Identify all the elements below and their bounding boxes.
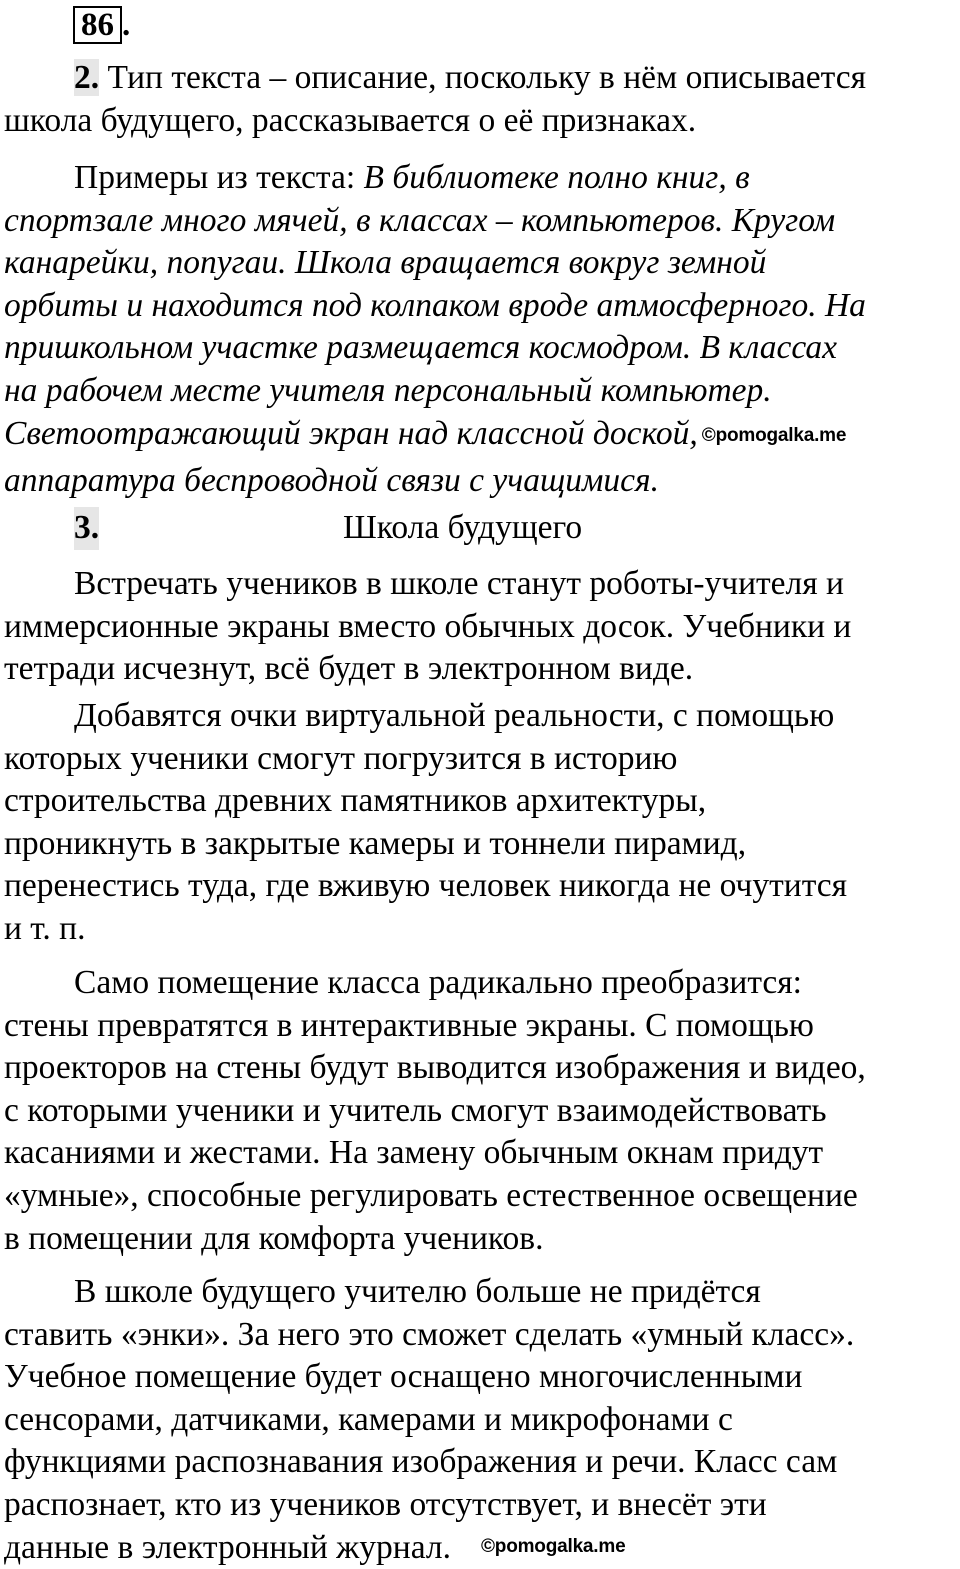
examples-line-6: на рабочем месте учителя персональный компьютер. <box>4 371 772 409</box>
p2-line-3: строительства древних памятников архитектуры, <box>4 782 707 820</box>
examples-line-2: спортзале много мячей, в классах – компьютеров. Кругом <box>4 201 836 239</box>
p4-line-7: данные в электронный журнал. <box>4 1528 451 1566</box>
p2-line-4: проникнуть в закрытые камеры и тоннели пирамид, <box>4 824 747 862</box>
p3-line-1: Само помещение класса радикально преобразится: <box>74 964 802 1001</box>
p3-line-5: касаниями и жестами. На замену обычным окнам придут <box>4 1134 824 1172</box>
p4-line-1: В школе будущего учителю больше не придётся <box>74 1273 761 1310</box>
p2-line-1: Добавятся очки виртуальной реальности, с помощью <box>74 697 835 734</box>
examples-line-4: орбиты и находится под колпаком вроде атмосферного. На <box>4 286 866 324</box>
p1-line-3: тетради исчезнут, всё будет в электронном виде. <box>4 650 694 688</box>
section-2-line-1: Тип текста – описание, поскольку в нём описывается <box>99 59 866 96</box>
p2-line-6: и т. п. <box>4 909 86 947</box>
examples-label: Примеры из текста: <box>74 159 364 196</box>
examples-line-5: пришкольном участке размещается космодром. В классах <box>4 329 838 367</box>
essay-paragraph-3 <box>4 962 956 1260</box>
essay-paragraph-1 <box>4 563 956 691</box>
examples-line-1: В библиотеке полно книг, в <box>363 159 750 196</box>
text-line <box>4 57 956 100</box>
text-line <box>4 157 956 200</box>
examples-line-3: канарейки, попугаи. Школа вращается вокруг земной <box>4 244 767 282</box>
watermark-bottom: ©pomogalka.me <box>481 1536 626 1557</box>
p4-line-4: сенсорами, датчиками, камерами и микрофонами с <box>4 1400 733 1438</box>
p3-line-3: проекторов на стены будут выводится изображения и видео, <box>4 1049 866 1087</box>
p4-line-2: ставить «энки». За него это сможет сделать «умный класс». <box>4 1315 855 1353</box>
p4-line-5: функциями распознавания изображения и речи. Класс сам <box>4 1443 838 1481</box>
p1-line-2: иммерсионные экраны вместо обычных досок. Учебники и <box>4 607 852 645</box>
section-2-line-2: школа будущего, рассказывается о её признаках. <box>4 101 697 139</box>
p3-line-2: стены превратятся в интерактивные экраны. С помощью <box>4 1006 814 1044</box>
p3-line-7: в помещении для комфорта учеников. <box>4 1219 544 1257</box>
section-2-marker: 2. <box>74 59 100 96</box>
p2-line-5: перенестись туда, где вживую человек никогда не очутится <box>4 867 848 905</box>
essay-title: Школа будущего <box>343 509 583 546</box>
section-2-paragraph <box>4 57 956 142</box>
p4-line-6: распознает, кто из учеников отсутствует, и внесёт эти <box>4 1485 767 1523</box>
p3-line-6: «умные», способные регулировать естественное освещение <box>4 1176 858 1214</box>
watermark-inline: ©pomogalka.me <box>701 424 847 446</box>
essay-paragraph-4 <box>4 1271 956 1569</box>
p3-line-4: с которыми ученики и учитель смогут взаимодействовать <box>4 1091 827 1129</box>
section-3-marker: 3. <box>74 507 99 550</box>
examples-line-7: Светоотражающий экран над классной доской, <box>4 414 698 452</box>
essay-paragraph-2 <box>4 695 956 951</box>
p4-line-3: Учебное помещение будет оснащено многочисленными <box>4 1358 803 1396</box>
examples-line-8: аппаратура беспроводной связи с учащимися. <box>4 462 659 500</box>
section-2-examples <box>4 157 956 503</box>
p1-line-1: Встречать учеников в школе станут роботы-учителя и <box>74 565 844 602</box>
p2-line-2: которых ученики смогут погрузится в историю <box>4 739 678 777</box>
exercise-number <box>73 6 130 44</box>
exercise-number-suffix: . <box>122 7 131 43</box>
text-line <box>4 413 956 461</box>
exercise-number-box: 86 <box>73 6 122 44</box>
